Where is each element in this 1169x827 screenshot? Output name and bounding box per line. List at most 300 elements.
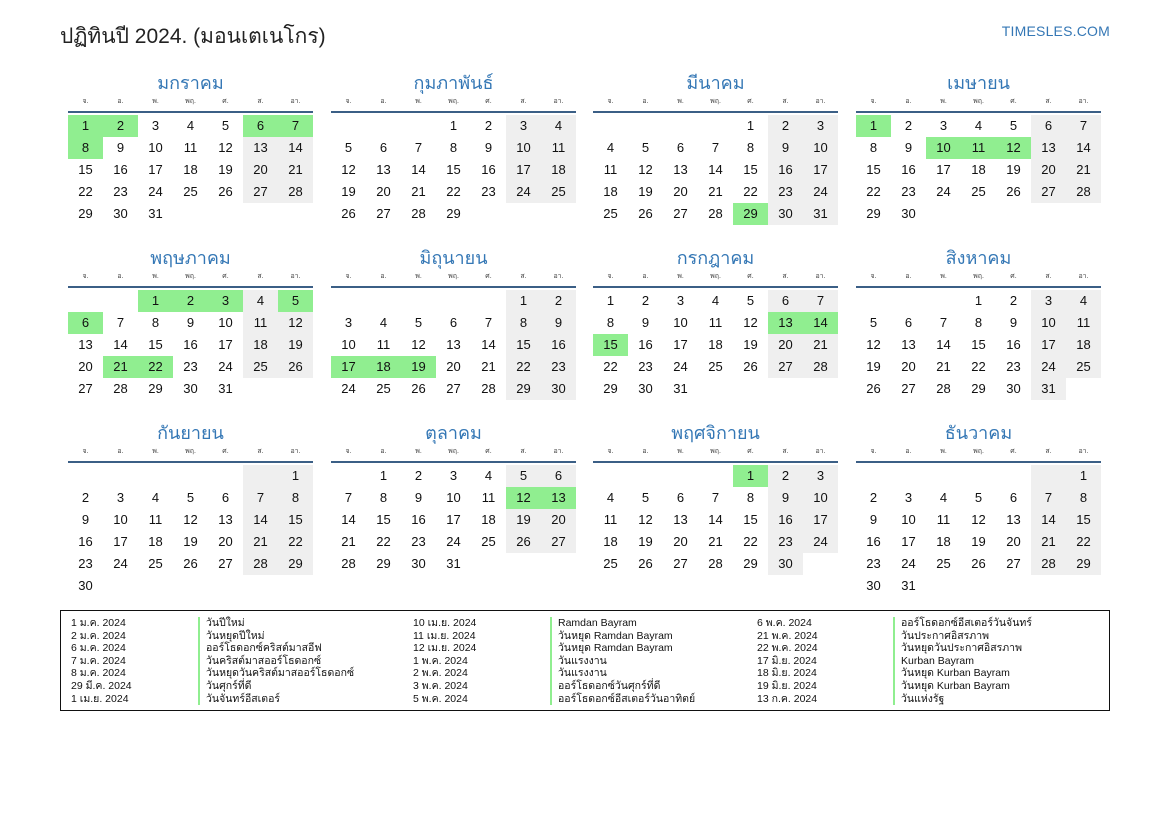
day-cell: 14: [113, 337, 128, 352]
day-cell: 23: [411, 534, 426, 549]
day-cell: 19: [1006, 162, 1021, 177]
day-cell: 13: [218, 512, 233, 527]
weekday-label: อ.: [642, 98, 649, 105]
day-cell: 3: [506, 115, 541, 137]
day-cell: 31: [673, 381, 688, 396]
weekday-header: [331, 445, 576, 459]
day-cell: 12: [218, 140, 233, 155]
day-cell: 28: [341, 556, 356, 571]
day-cell: 21: [803, 334, 838, 356]
weekday-label: อ.: [380, 448, 387, 455]
day-cell: 3: [676, 293, 685, 308]
empty-cell: [663, 465, 698, 487]
day-cell: 1: [379, 468, 388, 483]
weekday-label: จ.: [607, 98, 614, 105]
holiday-day-cell: 17: [331, 356, 366, 378]
day-cell: 23: [901, 184, 916, 199]
weekday-label: ศ.: [485, 273, 492, 280]
month-block: [856, 246, 1101, 400]
day-cell: 5: [641, 490, 650, 505]
day-cell: 6: [1031, 115, 1066, 137]
day-cell: 19: [218, 162, 233, 177]
day-cell: 1: [278, 465, 313, 487]
day-cell: 3: [449, 468, 458, 483]
empty-cell: [68, 465, 103, 487]
day-cell: 27: [1006, 556, 1021, 571]
day-cell: 23: [866, 556, 881, 571]
day-grid: [593, 115, 838, 225]
empty-cell: [996, 465, 1031, 487]
day-cell: 9: [186, 315, 195, 330]
day-cell: 25: [243, 356, 278, 378]
day-cell: 7: [1031, 487, 1066, 509]
day-cell: 15: [78, 162, 93, 177]
day-cell: 10: [673, 315, 688, 330]
day-cell: 20: [78, 359, 93, 374]
day-cell: 16: [768, 509, 803, 531]
day-cell: 2: [768, 465, 803, 487]
day-cell: 12: [638, 162, 653, 177]
day-cell: 28: [481, 381, 496, 396]
weekday-label: จ.: [345, 98, 352, 105]
day-grid: [68, 290, 313, 400]
weekday-label: พฤ.: [448, 98, 459, 105]
weekday-label: พ.: [415, 273, 422, 280]
weekday-label: ส.: [782, 448, 789, 455]
day-cell: 15: [506, 334, 541, 356]
weekday-label: จ.: [82, 273, 89, 280]
day-cell: 17: [901, 534, 916, 549]
day-cell: 4: [541, 115, 576, 137]
weekday-label: พฤ.: [448, 273, 459, 280]
day-cell: 25: [541, 181, 576, 203]
day-cell: 17: [148, 162, 163, 177]
day-cell: 18: [481, 512, 496, 527]
holiday-date: 7 ม.ค. 2024: [71, 654, 126, 667]
holiday-day-cell: 1: [138, 290, 173, 312]
day-cell: 17: [803, 159, 838, 181]
day-cell: 25: [708, 359, 723, 374]
day-cell: 19: [506, 509, 541, 531]
holiday-name: วันแรงงาน: [550, 655, 607, 668]
day-cell: 31: [1031, 378, 1066, 400]
day-cell: 15: [278, 509, 313, 531]
day-cell: 12: [743, 315, 758, 330]
holiday-date: 12 เม.ย. 2024: [413, 642, 477, 655]
empty-cell: [103, 290, 138, 312]
day-cell: 5: [344, 140, 353, 155]
month-divider: [856, 461, 1101, 463]
weekday-label: จ.: [607, 448, 614, 455]
holiday-day-cell: 13: [768, 312, 803, 334]
day-cell: 4: [379, 315, 388, 330]
weekday-header: [593, 270, 838, 284]
day-cell: 16: [866, 534, 881, 549]
day-cell: 29: [743, 556, 758, 571]
day-cell: 7: [939, 315, 948, 330]
day-cell: 28: [1031, 553, 1066, 575]
day-cell: 24: [446, 534, 461, 549]
month-block: [68, 421, 313, 597]
day-cell: 8: [869, 140, 878, 155]
day-cell: 26: [218, 184, 233, 199]
day-cell: 6: [1009, 490, 1018, 505]
weekday-label: พฤ.: [185, 448, 196, 455]
holiday-date: 21 พ.ค. 2024: [757, 629, 818, 642]
holiday-name: วันคริสต์มาสออร์โธดอกซ์: [198, 655, 321, 668]
weekday-label: อ.: [905, 273, 912, 280]
day-cell: 29: [1066, 553, 1101, 575]
day-cell: 22: [506, 356, 541, 378]
day-cell: 28: [411, 206, 426, 221]
day-cell: 15: [743, 512, 758, 527]
day-cell: 6: [449, 315, 458, 330]
day-cell: 17: [803, 509, 838, 531]
empty-cell: [401, 115, 436, 137]
day-cell: 18: [243, 334, 278, 356]
holiday-date: 1 ม.ค. 2024: [71, 617, 126, 629]
day-cell: 3: [904, 490, 913, 505]
day-cell: 7: [711, 490, 720, 505]
month-divider: [68, 286, 313, 288]
day-cell: 13: [901, 337, 916, 352]
empty-cell: [891, 465, 926, 487]
empty-cell: [1031, 465, 1066, 487]
empty-cell: [628, 115, 663, 137]
holiday-name: วันปีใหม่: [198, 617, 245, 630]
weekday-label: ส.: [520, 98, 527, 105]
day-cell: 7: [344, 490, 353, 505]
day-cell: 21: [243, 531, 278, 553]
day-grid: [593, 290, 838, 400]
day-cell: 18: [183, 162, 198, 177]
day-cell: 20: [768, 334, 803, 356]
day-cell: 10: [1031, 312, 1066, 334]
weekday-label: ศ.: [222, 273, 229, 280]
day-cell: 8: [278, 487, 313, 509]
day-cell: 11: [481, 490, 496, 505]
day-cell: 26: [743, 359, 758, 374]
weekday-label: พ.: [940, 98, 947, 105]
weekday-label: พฤ.: [973, 273, 984, 280]
weekday-label: อา.: [290, 98, 301, 105]
day-cell: 27: [768, 356, 803, 378]
day-cell: 9: [869, 512, 878, 527]
empty-cell: [173, 465, 208, 487]
day-cell: 10: [218, 315, 233, 330]
empty-cell: [68, 290, 103, 312]
day-cell: 22: [603, 359, 618, 374]
day-cell: 4: [1066, 290, 1101, 312]
day-cell: 2: [641, 293, 650, 308]
day-cell: 20: [446, 359, 461, 374]
empty-cell: [856, 290, 891, 312]
day-cell: 25: [971, 184, 986, 199]
holiday-date: 29 มี.ค. 2024: [71, 680, 132, 692]
day-cell: 22: [1066, 531, 1101, 553]
day-cell: 11: [603, 512, 618, 527]
weekday-header: [68, 270, 313, 284]
day-cell: 6: [676, 490, 685, 505]
holiday-day-cell: 10: [926, 137, 961, 159]
day-cell: 8: [506, 312, 541, 334]
day-cell: 30: [183, 381, 198, 396]
day-cell: 5: [221, 118, 230, 133]
empty-cell: [663, 115, 698, 137]
weekday-label: อ.: [905, 448, 912, 455]
weekday-label: พฤ.: [973, 448, 984, 455]
day-cell: 23: [638, 359, 653, 374]
day-cell: 13: [243, 137, 278, 159]
weekday-label: ส.: [1045, 98, 1052, 105]
day-cell: 25: [148, 556, 163, 571]
day-cell: 21: [1031, 531, 1066, 553]
day-cell: 11: [243, 312, 278, 334]
day-cell: 25: [603, 556, 618, 571]
day-cell: 2: [768, 115, 803, 137]
day-cell: 5: [1009, 118, 1018, 133]
holiday-day-cell: 18: [366, 356, 401, 378]
weekday-label: พ.: [940, 273, 947, 280]
holiday-name: Ramdan Bayram: [550, 617, 637, 630]
empty-cell: [593, 465, 628, 487]
empty-cell: [138, 465, 173, 487]
day-cell: 26: [866, 381, 881, 396]
day-cell: 20: [673, 184, 688, 199]
day-cell: 7: [243, 487, 278, 509]
day-cell: 31: [803, 203, 838, 225]
weekday-label: อ.: [117, 448, 124, 455]
day-grid: [331, 290, 576, 400]
empty-cell: [331, 465, 366, 487]
page-title: ปฏิทินปี 2024. (มอนเตเนโกร): [60, 25, 326, 48]
day-cell: 15: [743, 162, 758, 177]
day-cell: 7: [711, 140, 720, 155]
brand-link[interactable]: TIMESLES.COM: [1001, 23, 1110, 39]
day-cell: 29: [278, 553, 313, 575]
day-cell: 6: [904, 315, 913, 330]
day-cell: 7: [484, 315, 493, 330]
weekday-header: [331, 270, 576, 284]
day-cell: 4: [606, 490, 615, 505]
day-cell: 10: [148, 140, 163, 155]
holiday-date: 17 มิ.ย. 2024: [757, 654, 817, 667]
month-name: พฤศจิกายน: [671, 423, 760, 443]
day-cell: 31: [446, 556, 461, 571]
day-cell: 17: [218, 337, 233, 352]
month-name: กันยายน: [157, 423, 224, 443]
day-cell: 9: [641, 315, 650, 330]
day-cell: 4: [484, 468, 493, 483]
day-cell: 26: [341, 206, 356, 221]
holiday-day-cell: 14: [803, 312, 838, 334]
day-cell: 31: [148, 206, 163, 221]
empty-cell: [208, 465, 243, 487]
day-cell: 16: [78, 534, 93, 549]
day-cell: 25: [603, 206, 618, 221]
weekday-label: อ.: [117, 98, 124, 105]
month-name: เมษายน: [947, 73, 1010, 93]
day-cell: 11: [183, 140, 198, 155]
day-cell: 8: [151, 315, 160, 330]
day-cell: 10: [446, 490, 461, 505]
day-cell: 16: [541, 334, 576, 356]
day-cell: 26: [638, 556, 653, 571]
day-cell: 3: [344, 315, 353, 330]
day-cell: 11: [376, 337, 391, 352]
day-cell: 10: [803, 137, 838, 159]
day-cell: 24: [673, 359, 688, 374]
day-cell: 15: [148, 337, 163, 352]
day-cell: 27: [673, 206, 688, 221]
weekday-header: [331, 95, 576, 109]
day-cell: 13: [446, 337, 461, 352]
weekday-label: พ.: [940, 448, 947, 455]
day-cell: 25: [936, 556, 951, 571]
day-cell: 8: [746, 140, 755, 155]
day-cell: 15: [971, 337, 986, 352]
day-cell: 10: [341, 337, 356, 352]
holiday-date: 18 มิ.ย. 2024: [757, 667, 817, 680]
holiday-date: 8 ม.ค. 2024: [71, 667, 126, 680]
day-cell: 1: [506, 290, 541, 312]
holiday-name: ออร์โธดอกซ์คริสต์มาสอีฟ: [198, 642, 322, 655]
weekday-label: ส.: [520, 448, 527, 455]
holiday-day-cell: 29: [733, 203, 768, 225]
day-cell: 3: [803, 465, 838, 487]
day-cell: 11: [148, 512, 163, 527]
weekday-label: อ.: [642, 273, 649, 280]
weekday-label: อา.: [553, 98, 564, 105]
day-cell: 30: [768, 203, 803, 225]
month-name: ธันวาคม: [944, 423, 1013, 443]
day-cell: 31: [901, 578, 916, 593]
day-cell: 17: [113, 534, 128, 549]
day-cell: 24: [803, 181, 838, 203]
day-cell: 23: [541, 356, 576, 378]
day-cell: 14: [936, 337, 951, 352]
day-cell: 25: [481, 534, 496, 549]
month-block: [68, 246, 313, 400]
day-cell: 8: [1066, 487, 1101, 509]
day-cell: 10: [506, 137, 541, 159]
day-cell: 24: [1031, 356, 1066, 378]
day-cell: 18: [148, 534, 163, 549]
empty-cell: [593, 115, 628, 137]
holiday-date: 2 ม.ค. 2024: [71, 629, 126, 642]
day-cell: 2: [81, 490, 90, 505]
day-cell: 24: [113, 556, 128, 571]
day-cell: 24: [803, 531, 838, 553]
month-block: [856, 421, 1101, 597]
holiday-list: [60, 610, 1110, 711]
day-cell: 19: [638, 534, 653, 549]
weekday-label: ศ.: [485, 98, 492, 105]
day-cell: 4: [151, 490, 160, 505]
weekday-label: ส.: [257, 98, 264, 105]
day-cell: 14: [708, 162, 723, 177]
day-cell: 13: [376, 162, 391, 177]
day-cell: 21: [341, 534, 356, 549]
day-cell: 9: [484, 140, 493, 155]
day-cell: 10: [901, 512, 916, 527]
holiday-date: 22 พ.ค. 2024: [757, 642, 818, 655]
day-cell: 28: [708, 206, 723, 221]
weekday-header: [856, 445, 1101, 459]
holiday-day-cell: 13: [541, 487, 576, 509]
day-cell: 4: [186, 118, 195, 133]
weekday-label: อา.: [553, 273, 564, 280]
day-cell: 28: [278, 181, 313, 203]
weekday-label: อา.: [815, 98, 826, 105]
day-cell: 29: [506, 378, 541, 400]
day-cell: 27: [541, 531, 576, 553]
day-cell: 4: [243, 290, 278, 312]
day-cell: 11: [936, 512, 951, 527]
day-cell: 30: [768, 553, 803, 575]
weekday-label: ศ.: [1010, 98, 1017, 105]
day-cell: 23: [481, 184, 496, 199]
month-name: กรกฎาคม: [676, 248, 755, 268]
day-cell: 22: [376, 534, 391, 549]
weekday-label: ศ.: [747, 98, 754, 105]
day-cell: 30: [866, 578, 881, 593]
day-cell: 12: [971, 512, 986, 527]
day-cell: 28: [113, 381, 128, 396]
weekday-label: พฤ.: [710, 273, 721, 280]
day-cell: 18: [708, 337, 723, 352]
day-cell: 22: [866, 184, 881, 199]
day-cell: 13: [1006, 512, 1021, 527]
day-cell: 11: [708, 315, 723, 330]
weekday-label: พฤ.: [185, 98, 196, 105]
month-name: มีนาคม: [686, 73, 745, 93]
empty-cell: [331, 290, 366, 312]
holiday-day-cell: 3: [208, 290, 243, 312]
day-cell: 15: [446, 162, 461, 177]
holiday-name: Kurban Bayram: [893, 655, 974, 668]
holiday-day-cell: 2: [103, 115, 138, 137]
holiday-day-cell: 6: [68, 312, 103, 334]
holiday-date: 3 พ.ค. 2024: [413, 680, 468, 692]
holiday-day-cell: 22: [138, 356, 173, 378]
day-cell: 27: [243, 181, 278, 203]
day-cell: 14: [708, 512, 723, 527]
weekday-header: [593, 95, 838, 109]
day-cell: 9: [541, 312, 576, 334]
day-cell: 13: [1031, 137, 1066, 159]
day-cell: 28: [1066, 181, 1101, 203]
day-cell: 21: [708, 184, 723, 199]
holiday-name: วันหยุด Ramdan Bayram: [550, 630, 673, 643]
day-cell: 2: [904, 118, 913, 133]
day-cell: 2: [541, 290, 576, 312]
day-cell: 3: [939, 118, 948, 133]
month-block: [331, 421, 576, 575]
weekday-label: จ.: [345, 273, 352, 280]
day-cell: 30: [78, 578, 93, 593]
month-divider: [856, 286, 1101, 288]
weekday-label: อ.: [380, 98, 387, 105]
day-cell: 20: [673, 534, 688, 549]
holiday-day-cell: 21: [103, 356, 138, 378]
day-cell: 24: [901, 556, 916, 571]
weekday-label: อา.: [815, 273, 826, 280]
month-name: พฤษภาคม: [150, 248, 231, 268]
day-cell: 20: [1006, 534, 1021, 549]
day-grid: [593, 465, 838, 575]
day-cell: 28: [803, 356, 838, 378]
